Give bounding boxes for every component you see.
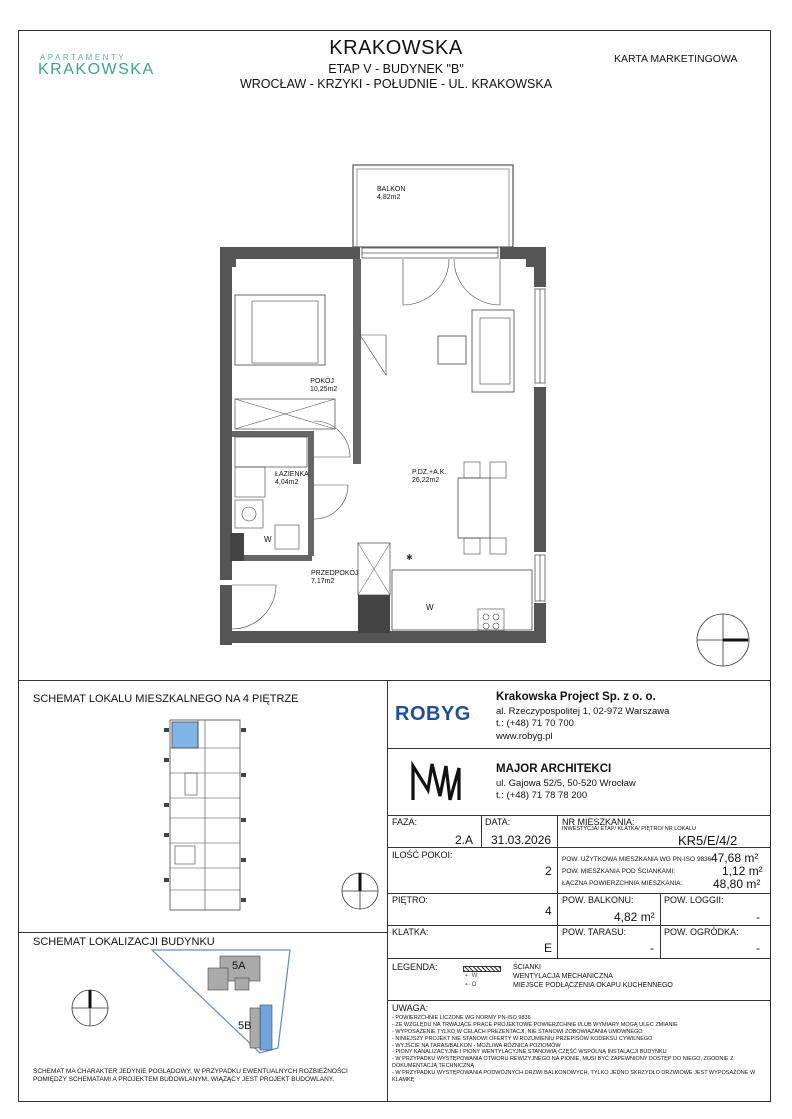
legend-vent-symbol: ⇠ W [465, 973, 478, 979]
building-schema-title: SCHEMAT LOKALIZACJI BUDYNKU [33, 936, 215, 948]
pow-skos-label: POW. MIESZKANIA POD ŚCIANKAMI: [562, 868, 676, 875]
note-line: - ZE WZGLĘDU NA TRWAJĄCE PRACE PROJEKTOWE POWIERZCHNIE I/LUB WYMIARY MOGĄ ULEC ZMIANIE [392, 1021, 678, 1028]
balcony-outline [353, 165, 513, 247]
divider-mid-vertical [387, 680, 388, 1102]
pow-skos-value: 1,12 m² [722, 864, 763, 878]
developer-phone: t.: (+48) 71 70 700 [496, 718, 574, 730]
divider-left-mid [18, 932, 387, 933]
room-przedpokoj-area: 7,17m2 [311, 577, 335, 585]
architect-phone: t.: (+48) 71 78 78 200 [496, 790, 588, 802]
highlighted-unit [172, 722, 198, 748]
notes-list [392, 1015, 762, 1084]
notes-title: UWAGA: [392, 1003, 429, 1013]
page-title: KRAKOWSKA [329, 37, 463, 59]
divider-dev [387, 748, 771, 749]
pow-uz-label: POW. UŻYTKOWA MIESZKANIA WG PN-ISO 9836: [562, 856, 714, 863]
washbasin [235, 500, 263, 528]
nr-sublabel: INWESTYCJA/ ETAP/ KLATKA/ PIĘTRO/ NR LOKALU [562, 826, 696, 832]
room-balkon-area: 4,82m2 [377, 193, 401, 201]
developer-name: Krakowska Project Sp. z o. o. [496, 691, 656, 703]
north-arrow-floor-icon [337, 868, 383, 914]
developer-info [496, 690, 669, 744]
svg-text:✱: ✱ [406, 553, 413, 562]
major-architekci-logo [410, 760, 462, 802]
note-line: - PIONY KANALIZACYJNE I PIONY WENTYLACYJNE STANOWIĄ CZĘŚĆ WSPÓLNĄ INSTALACJI BUDYNKU [392, 1049, 667, 1056]
architect-name: MAJOR ARCHITEKCI [496, 763, 612, 775]
legend-items [513, 963, 673, 990]
balkon-value: 4,82 m² [614, 910, 655, 924]
legend-hood-symbol: ⇠ O [465, 982, 477, 988]
ogrodek-label: POW. OGRÓDKA: [664, 927, 739, 937]
room-balkon [377, 186, 405, 201]
pietro-value: 4 [545, 904, 552, 918]
legend-sym-w: W [471, 973, 478, 979]
taras-label: POW. TARASU: [562, 927, 627, 937]
pietro-label: PIĘTRO: [392, 895, 429, 905]
room-dzienny [412, 469, 446, 484]
north-arrow-building-icon [67, 985, 113, 1031]
loggia-label: POW. LOGGII: [664, 895, 724, 905]
faza-value: 2.A [455, 833, 474, 847]
data-label: DATA: [485, 817, 511, 827]
coffee-table [438, 336, 466, 364]
inner-walls [230, 259, 390, 633]
robyg-logo: ROBYG [395, 703, 471, 725]
note-line: - W PRZYPADKU WYSTĘPOWANIA PODWÓJNYCH DRZWI BALKONOWYCH, TYLKO JEDNO SKRZYDŁO DRZWIOWE JEST WYPOSAŻONE W KLAMKĘ [392, 1070, 756, 1083]
header-block [196, 37, 596, 91]
klatka-value: E [544, 941, 553, 955]
pokoje-label: ILOŚĆ POKOI: [392, 850, 453, 860]
pow-total-value: 48,80 m² [713, 877, 761, 891]
note-line: - WYPOSAŻENIE TYLKO W CELACH PREZENTACJI, NIE STANOWI ZOBOWIĄZANIA UMOWNEGO [392, 1028, 643, 1035]
building-schema-drawing [150, 948, 310, 1058]
faza-label: FAZA: [392, 817, 418, 827]
room-przedpokoj [311, 570, 358, 585]
room-balkon-name: BALKON [377, 186, 406, 193]
legend-item-vent: WENTYLACJA MECHANICZNA [513, 973, 613, 981]
note-line: - WYJŚCIE NA TARAS/BALKON - MOŻLIWA RÓŻNICA POZIOMÓW [392, 1042, 561, 1049]
sofa [472, 310, 514, 392]
nr-value: KR5/E/4/2 [678, 833, 738, 848]
room-pokoj [310, 378, 338, 393]
legend-title: LEGENDA: [392, 962, 438, 972]
vent-mark-kitchen: W [426, 603, 434, 612]
developer-address: al. Rzeczypospolitej 1, 02-972 Warszawa [496, 705, 670, 717]
divider-arch [387, 815, 771, 816]
divider-bottom-top [18, 680, 771, 681]
dining-table [458, 478, 490, 538]
north-arrow-icon [693, 610, 753, 670]
klatka-label: KLATKA: [392, 927, 429, 937]
balkon-label: POW. BALKONU: [562, 895, 634, 905]
room-pokoj-name: POKÓJ [310, 378, 334, 385]
room-przedpokoj-name: PRZEDPOKÓJ [311, 570, 359, 577]
building-5b-label: 5B [238, 1020, 252, 1032]
architect-info [496, 762, 636, 803]
page-location: WROCŁAW - KRZYKI - POŁUDNIE - UL. KRAKOWSKA [239, 77, 553, 91]
room-dzienny-name: P.DZ.+A.K. [412, 469, 447, 476]
legend-item-hood: MIEJSCE PODŁĄCZENIA OKAPU KUCHENNEGO [513, 982, 673, 990]
building-5a-label: 5A [232, 960, 246, 972]
floor-schema-title: SCHEMAT LOKALU MIESZKALNEGO NA 4 PIĘTRZE [33, 693, 299, 705]
room-lazienka-area: 4,04m2 [275, 478, 299, 486]
ogrodek-value: - [756, 941, 760, 955]
logo-top-text: APARTAMENTY [40, 53, 127, 62]
room-lazienka [275, 471, 309, 486]
note-line: - NINIEJSZY PROJEKT NIE STANOWI OFERTY W ROZUMIENIU PRZEPISÓW KODEKSU CYWILNEGO [392, 1035, 653, 1042]
note-line: - W PRZYPADKU WYSTĘPOWANIA OTWORU REWIZYJNEGO NA PIONIE, MUSI BYĆ ZAPEWNIONY DOSTĘP DO NIEGO, ZGODNIE Z DOKUMENTACJĄ TECHNICZNĄ [392, 1056, 734, 1070]
legend-item-walls: ŚCIANKI [513, 964, 542, 971]
developer-web: www.robyg.pl [496, 731, 553, 743]
data-value: 31.03.2026 [491, 833, 552, 847]
kitchen-counter [392, 570, 532, 630]
room-dzienny-area: 26,22m2 [412, 476, 440, 484]
loggia-value: - [756, 910, 760, 924]
bathtub [235, 437, 307, 467]
room-lazienka-name: ŁAZIENKA [275, 471, 309, 478]
legend-sym-o: O [471, 982, 477, 988]
taras-value: - [650, 941, 654, 955]
page-subtitle: ETAP V - BUDYNEK "B" [328, 62, 464, 76]
brand-logo [38, 53, 178, 79]
toilet [275, 525, 299, 549]
card-label: KARTA MARKETINGOWA [614, 53, 738, 65]
logo-bottom-text: KRAKOWSKA [38, 61, 155, 78]
nr-label: NR MIESZKANIA: [562, 817, 635, 827]
architect-address: ul. Gajowa 52/5, 50-520 Wrocław [496, 777, 636, 789]
room-pokoj-area: 10,25m2 [310, 385, 338, 393]
pokoje-value: 2 [545, 864, 552, 878]
floor-schema-drawing [160, 718, 250, 913]
pow-uz-value: 47,68 m² [711, 851, 759, 865]
vent-mark-bath: W [264, 535, 272, 544]
note-line: - POWIERZCHNIE LICZONE WG NORMY PN-ISO 9836 [392, 1015, 531, 1021]
floor-plan [200, 155, 560, 650]
bed [235, 295, 325, 365]
disclaimer: SCHEMAT MA CHARAKTER JEDYNIE POGLĄDOWY, W PRZYPADKU EWENTUALNYCH ROZBIEŻNOŚCI POMIĘDZY SCHEMATAMI A PROJEKTEM BUDOWLANYM, WIĄŻĄCY JEST PROJEKT BUDOWLANY. [33, 1068, 348, 1084]
pow-total-label: ŁĄCZNA POWIERZCHNIA MIESZKANIA: [562, 880, 683, 887]
